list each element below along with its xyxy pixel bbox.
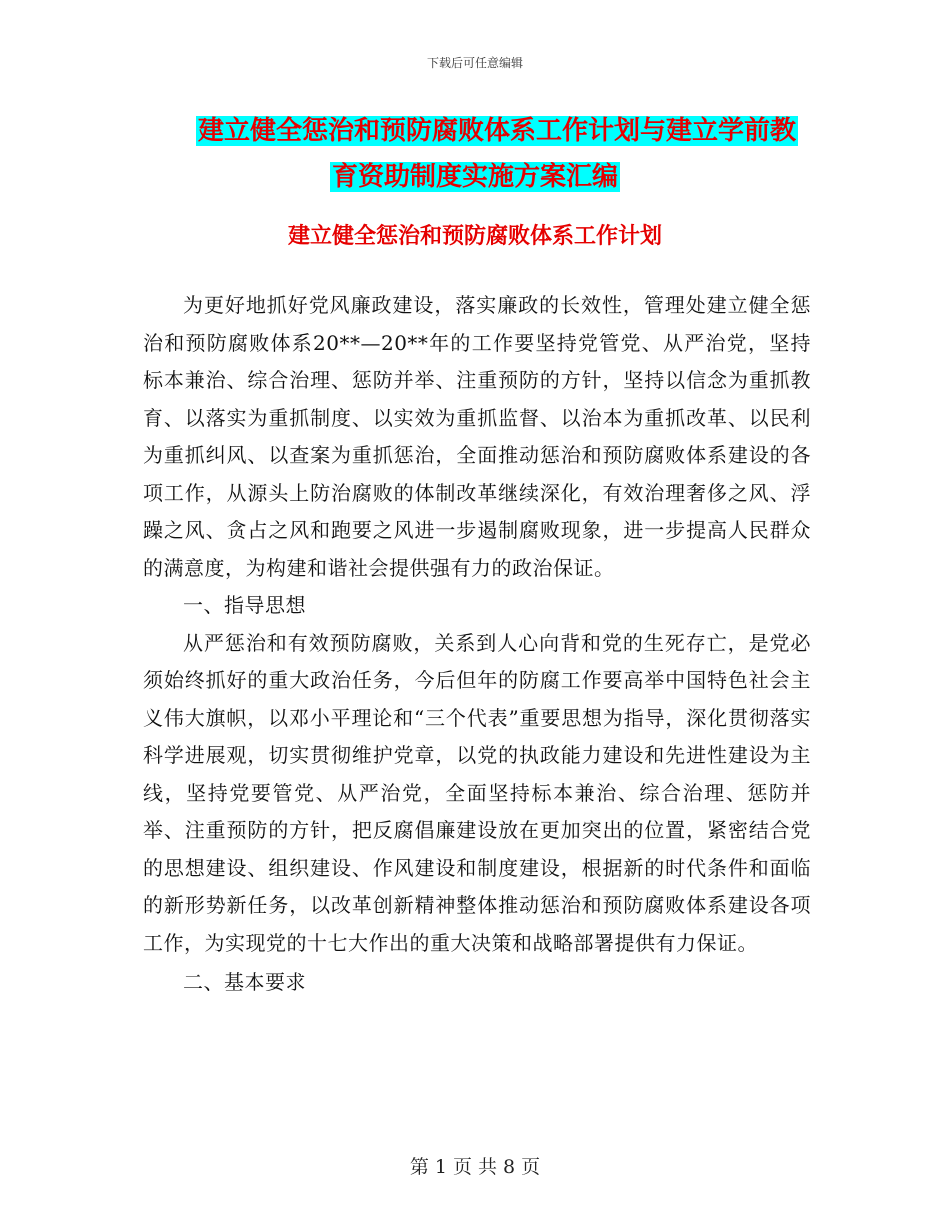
document-body <box>143 287 811 1002</box>
page-number: 第 1 页 共 8 页 <box>409 1156 541 1178</box>
paragraph-guiding-ideology: 从严惩治和有效预防腐败，关系到人心向背和党的生死存亡，是党必须始终抓好的重大政治任务，今后但年的防腐工作要高举中国特色社会主义伟大旗帜，以邓小平理论和“三个代表”重要思想为指导，深化贯彻落实科学进展观，切实贯彻维护党章，以党的执政能力建设和先进性建设为主线，坚持党要管党、从严治党，全面坚持标本兼治、综合治理、惩防并举、注重预防的方针，把反腐倡廉建设放在更加突出的位置，紧密结合党的思想建设、组织建设、作风建设和制度建设，根据新的时代条件和面临的新形势新任务，以改革创新精神整体推动惩治和预防腐败体系建设各项工作，为实现党的十七大作出的重大决策和战略部署提供有力保证。 <box>143 630 811 955</box>
paragraph-intro: 为更好地抓好党风廉政建设，落实廉政的长效性，管理处建立健全惩治和预防腐败体系20**—20**年的工作要坚持党管党、从严治党，坚持标本兼治、综合治理、惩防并举、注重预防的方针，坚持以信念为重抓教育、以落实为重抓制度、以实效为重抓监督、以治本为重抓改革、以民利为重抓纠风、以查案为重抓惩治，全面推动惩治和预防腐败体系建设的各项工作，从源头上防治腐败的体制改革继续深化，有效治理奢侈之风、浮躁之风、贪占之风和跑要之风进一步遏制腐败现象，进一步提高人民群众的满意度，为构建和谐社会提供强有力的政治保证。 <box>143 293 811 580</box>
heading-basic-requirements: 二、基本要求 <box>183 970 306 994</box>
page-header-note: 下载后可任意编辑 <box>426 56 523 70</box>
document-title <box>0 108 950 200</box>
section-title: 建立健全惩治和预防腐败体系工作计划 <box>287 223 662 249</box>
heading-guiding-ideology: 一、指导思想 <box>183 593 306 617</box>
document-title-line-1: 建立健全惩治和预防腐败体系工作计划与建立学前教 <box>197 116 796 146</box>
document-title-line-2: 育资助制度实施方案汇编 <box>331 162 618 192</box>
